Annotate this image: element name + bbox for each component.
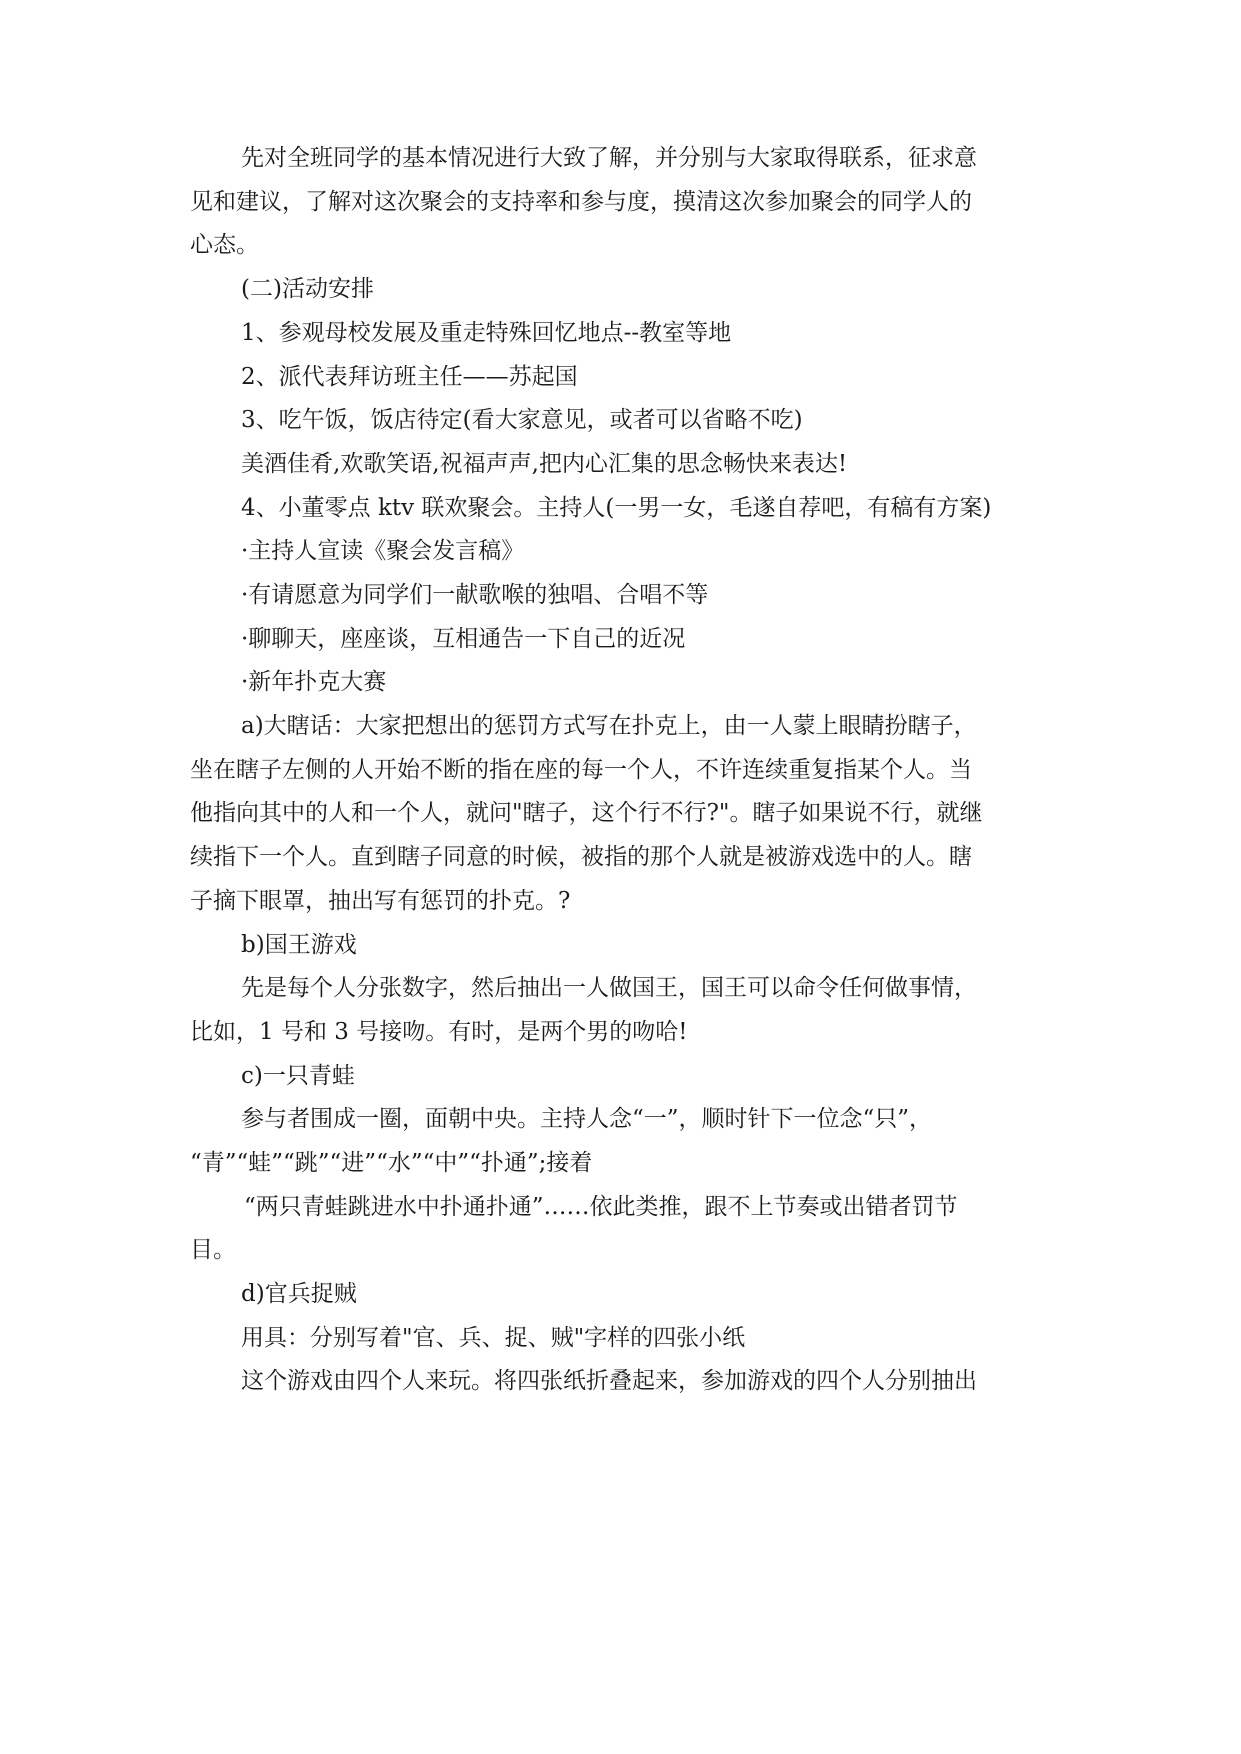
paragraph-line: 用具：分别写着"官、兵、捉、贼"字样的四张小纸 (241, 1325, 746, 1351)
paragraph-line: “青”“蛙”“跳”“进”“水”“中”“扑通”;接着 (190, 1150, 593, 1176)
paragraph-line: 这个游戏由四个人来玩。将四张纸折叠起来，参加游戏的四个人分别抽出 (241, 1368, 977, 1394)
paragraph-line: 先对全班同学的基本情况进行大致了解，并分别与大家取得联系，征求意 (241, 145, 977, 171)
list-item: 3、吃午饭，饭店待定(看大家意见，或者可以省略不吃) (241, 407, 803, 433)
bullet-item: ·聊聊天，座座谈，互相通告一下自己的近况 (241, 626, 686, 652)
paragraph-line: 心态。 (190, 232, 259, 258)
paragraph-line: 比如，1 号和 3 号接吻。有时，是两个男的吻哈! (190, 1019, 688, 1045)
bullet-item: ·主持人宣读《聚会发言稿》 (241, 538, 525, 564)
game-heading: c)一只青蛙 (241, 1063, 355, 1089)
paragraph-line: 先是每个人分张数字，然后抽出一人做国王，国王可以命令任何做事情， (241, 975, 977, 1001)
paragraph-line: 子摘下眼罩，抽出写有惩罚的扑克。? (190, 888, 571, 914)
game-heading: d)官兵捉贼 (241, 1281, 357, 1307)
game-heading: b)国王游戏 (241, 932, 357, 958)
paragraph-line: 坐在瞎子左侧的人开始不断的指在座的每一个人，不许连续重复指某个人。当 (190, 757, 972, 783)
list-item: 4、小董零点 ktv 联欢聚会。主持人(一男一女，毛遂自荐吧，有稿有方案) (241, 495, 992, 521)
paragraph-line: 参与者围成一圈，面朝中央。主持人念“一”，顺时针下一位念“只”， (241, 1106, 933, 1132)
section-heading: (二)活动安排 (241, 276, 374, 302)
paragraph-line: “两只青蛙跳进水中扑通扑通”……依此类推，跟不上节奏或出错者罚节 (244, 1194, 958, 1220)
paragraph-line: 见和建议，了解对这次聚会的支持率和参与度，摸清这次参加聚会的同学人的 (190, 189, 972, 215)
bullet-item: ·新年扑克大赛 (241, 669, 387, 695)
bullet-item: ·有请愿意为同学们一献歌喉的独唱、合唱不等 (241, 582, 709, 608)
list-item: 2、派代表拜访班主任——苏起国 (241, 364, 578, 390)
game-heading: a)大瞎话：大家把想出的惩罚方式写在扑克上，由一人蒙上眼睛扮瞎子， (241, 713, 977, 739)
paragraph-line: 续指下一个人。直到瞎子同意的时候，被指的那个人就是被游戏选中的人。瞎 (190, 844, 972, 870)
paragraph-line: 目。 (190, 1237, 236, 1263)
paragraph-line: 他指向其中的人和一个人，就问"瞎子，这个行不行?"。瞎子如果说不行，就继 (190, 800, 983, 826)
list-item: 1、参观母校发展及重走特殊回忆地点--教室等地 (241, 320, 732, 346)
paragraph-line: 美酒佳肴,欢歌笑语,祝福声声,把内心汇集的思念畅快来表达! (241, 451, 848, 477)
